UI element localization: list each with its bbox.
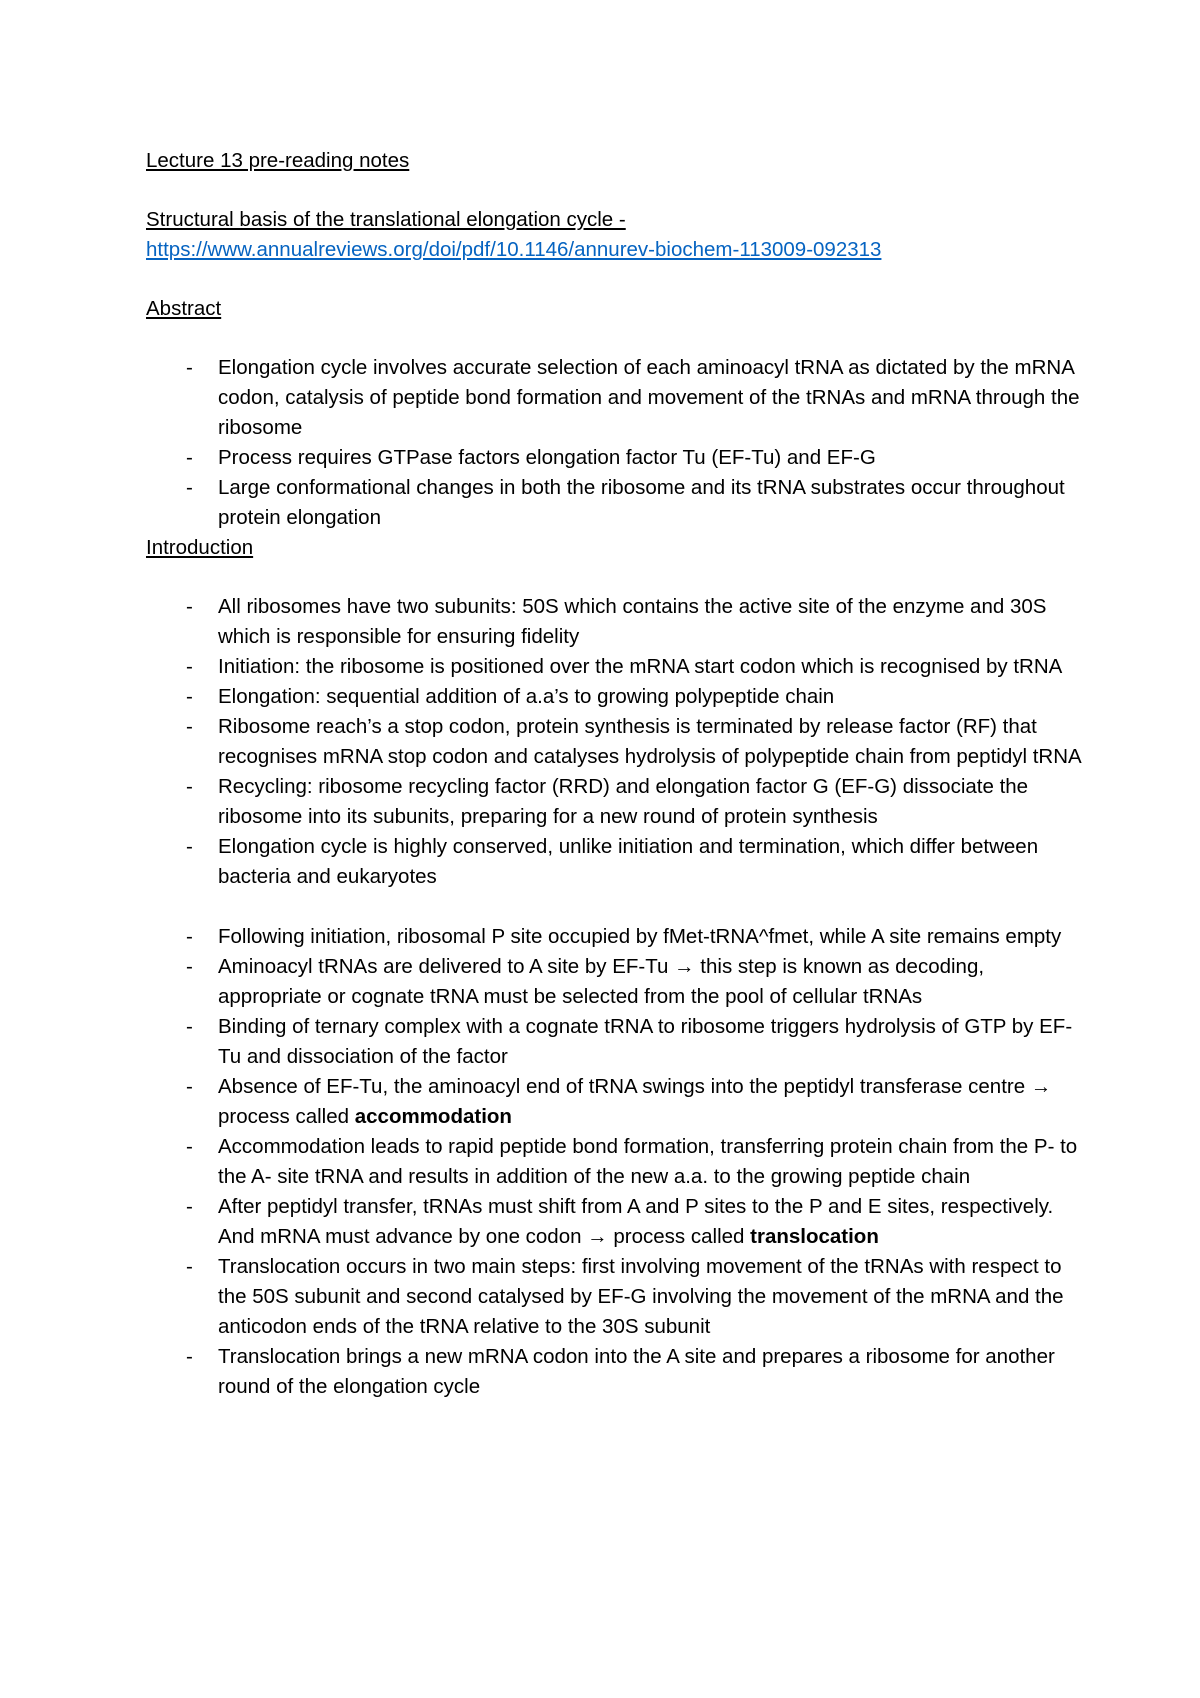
list-item: - Following initiation, ribosomal P site occupied by fMet-tRNA^fmet, while A site remains empty (146, 922, 1086, 952)
list-item (146, 1072, 1086, 1132)
reference-link[interactable]: https://www.annualreviews.org/doi/pdf/10.1146/annurev-biochem-113009-092313 (146, 238, 882, 261)
introduction-heading: Introduction (146, 536, 254, 559)
abstract-list (146, 353, 1086, 533)
list-item: - Recycling: ribosome recycling factor (RRD) and elongation factor G (EF-G) dissociate the ribosome into its subunits, preparing for a new round of protein synthesis (146, 772, 1086, 832)
list-item: - Translocation brings a new mRNA codon into the A site and prepares a ribosome for another round of the elongation cycle (146, 1342, 1086, 1402)
list-item: - Process requires GTPase factors elongation factor Tu (EF-Tu) and EF-G (146, 443, 1086, 473)
list-item: - Elongation cycle is highly conserved, unlike initiation and termination, which differ between bacteria and eukaryotes (146, 832, 1086, 892)
term-translocation: translocation (750, 1225, 879, 1248)
term-accommodation: accommodation (354, 1105, 512, 1128)
document-page (146, 146, 1086, 1402)
introduction-list-2 (146, 922, 1086, 1402)
list-item: - Elongation cycle involves accurate selection of each aminoacyl tRNA as dictated by the mRNA codon, catalysis of peptide bond formation and movement of the tRNAs and mRNA through the ribosome (146, 353, 1086, 443)
list-item-text: After peptidyl transfer, tRNAs must shift from A and P sites to the P and E sites, respectively. And mRNA must advance by one codon → process called (218, 1195, 1054, 1248)
list-item: - Large conformational changes in both the ribosome and its tRNA substrates occur throughout protein elongation (146, 473, 1086, 533)
list-item: - Initiation: the ribosome is positioned over the mRNA start codon which is recognised by tRNA (146, 652, 1086, 682)
abstract-heading: Abstract (146, 297, 222, 320)
introduction-list-1 (146, 592, 1086, 892)
list-item: - All ribosomes have two subunits: 50S which contains the active site of the enzyme and 30S which is responsible for ensuring fidelity (146, 592, 1086, 652)
list-item (146, 1192, 1086, 1252)
list-item-text: Absence of EF-Tu, the aminoacyl end of tRNA swings into the peptidyl transferase centre → process called (218, 1075, 1052, 1128)
document-title: Lecture 13 pre-reading notes (146, 149, 410, 172)
list-item: - Ribosome reach’s a stop codon, protein synthesis is terminated by release factor (RF) that recognises mRNA stop codon and catalyses hydrolysis of polypeptide chain from peptidyl tRNA (146, 712, 1086, 772)
list-item: - Elongation: sequential addition of a.a’s to growing polypeptide chain (146, 682, 1086, 712)
list-item: - Binding of ternary complex with a cognate tRNA to ribosome triggers hydrolysis of GTP by EF-Tu and dissociation of the factor (146, 1012, 1086, 1072)
list-item: - Accommodation leads to rapid peptide bond formation, transferring protein chain from the P- to the A- site tRNA and results in addition of the new a.a. to the growing peptide chain (146, 1132, 1086, 1192)
reference-title: Structural basis of the translational elongation cycle - (146, 208, 626, 231)
list-spacer (146, 892, 1086, 922)
list-item: - Aminoacyl tRNAs are delivered to A site by EF-Tu → this step is known as decoding, appropriate or cognate tRNA must be selected from the pool of cellular tRNAs (146, 952, 1086, 1012)
list-item: - Translocation occurs in two main steps: first involving movement of the tRNAs with respect to the 50S subunit and second catalysed by EF-G involving the movement of the mRNA and the anticodon ends of the tRNA relative to the 30S subunit (146, 1252, 1086, 1342)
